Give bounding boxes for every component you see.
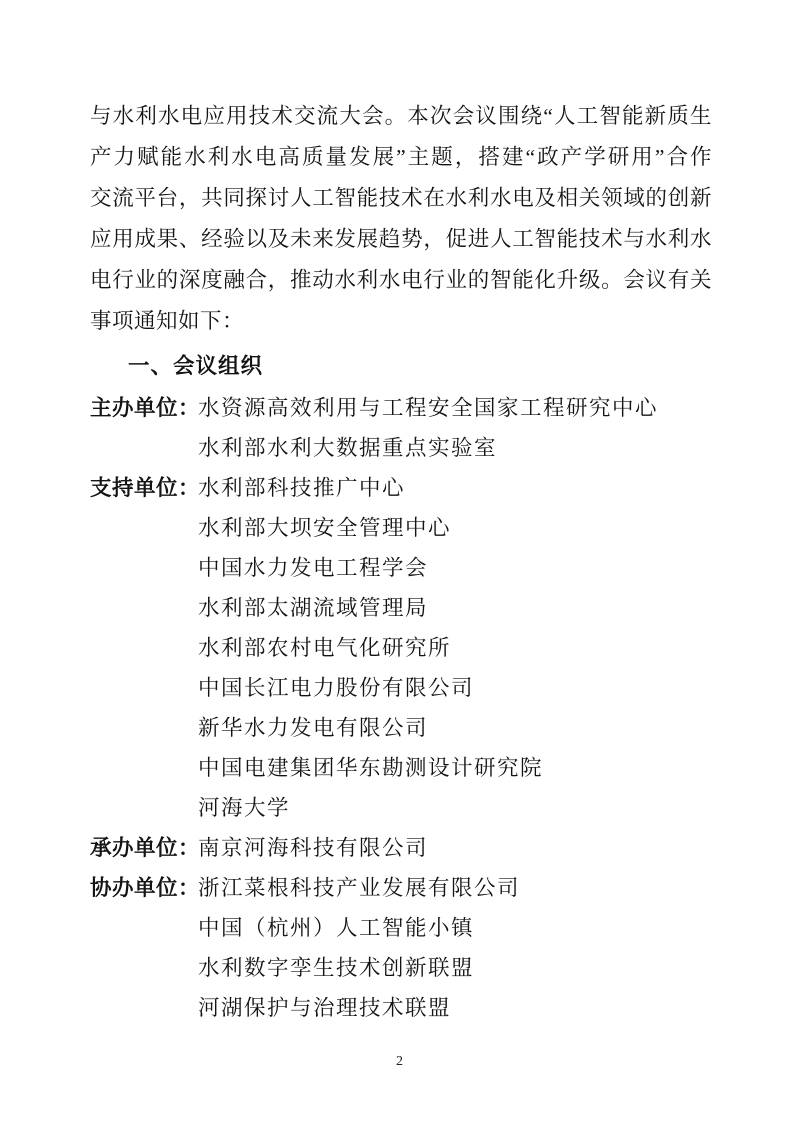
paragraph-line: 电行业的深度融合，推动水利水电行业的智能化升级。会议有关: [90, 268, 712, 292]
org-name: 中国长江电力股份有限公司: [198, 676, 475, 700]
paragraph-line: 事项通知如下：: [90, 309, 245, 333]
paragraph-line: 应用成果、经验以及未来发展趋势，促进人工智能技术与水利水: [90, 227, 712, 251]
org-row: [90, 548, 712, 588]
org-role-label: 协办单位：: [90, 876, 201, 900]
org-name: 水利数字孪生技术创新联盟: [198, 956, 475, 980]
org-role-label: 支持单位：: [90, 476, 201, 500]
org-row: [90, 748, 712, 788]
org-name: 浙江菜根科技产业发展有限公司: [198, 876, 521, 900]
paragraph-line: 与水利水电应用技术交流大会。本次会议围绕“人工智能新质生: [90, 104, 712, 128]
org-row: [90, 788, 712, 828]
section-heading: 一、会议组织: [128, 354, 264, 378]
org-row: [90, 868, 712, 908]
org-role-label: 主办单位：: [90, 396, 201, 420]
org-row: [90, 828, 712, 868]
org-row: [90, 588, 712, 628]
paragraph-line: 产力赋能水利水电高质量发展”主题，搭建“政产学研用”合作: [90, 145, 712, 169]
org-row: [90, 988, 712, 1028]
org-name: 水利部大坝安全管理中心: [198, 516, 452, 540]
paragraph-line: 交流平台，共同探讨人工智能技术在水利水电及相关领域的创新: [90, 186, 712, 210]
org-row: [90, 628, 712, 668]
org-name: 河海大学: [198, 796, 291, 820]
org-row: [90, 708, 712, 748]
org-row: [90, 948, 712, 988]
org-name: 南京河海科技有限公司: [198, 836, 429, 860]
org-name: 中国（杭州）人工智能小镇: [198, 916, 475, 940]
org-row: [90, 908, 712, 948]
organization-list: [90, 388, 712, 1028]
org-row: [90, 428, 712, 468]
org-name: 新华水力发电有限公司: [198, 716, 429, 740]
org-name: 河湖保护与治理技术联盟: [198, 996, 452, 1020]
page-number: 2: [396, 1054, 403, 1069]
org-name: 水利部农村电气化研究所: [198, 636, 452, 660]
org-name: 水资源高效利用与工程安全国家工程研究中心: [198, 396, 659, 420]
org-row: [90, 668, 712, 708]
intro-paragraph: [90, 96, 712, 342]
org-name: 水利部水利大数据重点实验室: [198, 436, 498, 460]
org-name: 中国电建集团华东勘测设计研究院: [198, 756, 544, 780]
org-name: 水利部科技推广中心: [198, 476, 406, 500]
org-row: [90, 468, 712, 508]
page-content: [90, 96, 712, 1028]
org-name: 中国水力发电工程学会: [198, 556, 429, 580]
org-row: [90, 508, 712, 548]
org-role-label: 承办单位：: [90, 836, 201, 860]
org-name: 水利部太湖流域管理局: [198, 596, 429, 620]
org-row: [90, 388, 712, 428]
